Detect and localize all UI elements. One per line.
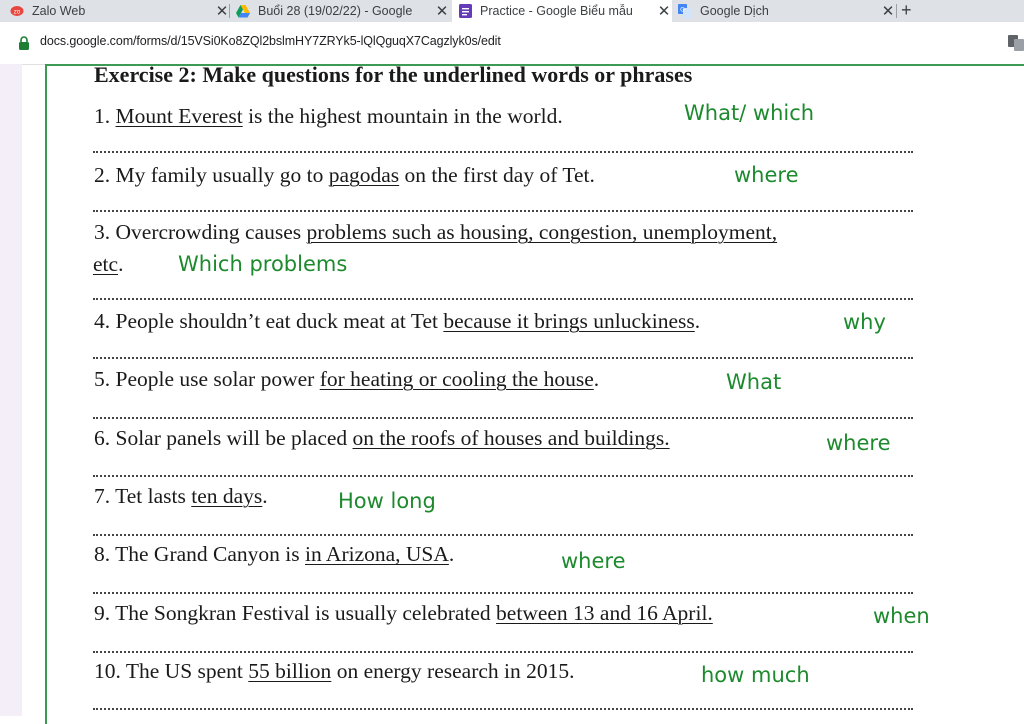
question-3: 3. Overcrowding causes problems such as housing, congestion, unemployment, xyxy=(94,220,778,244)
question-6: 6. Solar panels will be placed on the roofs of houses and buildings. xyxy=(94,426,670,450)
exercise-heading: Exercise 2: Make questions for the underlined words or phrases xyxy=(94,62,693,87)
answer-7: How long xyxy=(338,489,436,513)
answer-line xyxy=(93,534,913,536)
tab-title: Zalo Web xyxy=(32,4,86,18)
answer-3: Which problems xyxy=(178,252,348,276)
underlined-phrase: problems such as housing, congestion, unemployment, xyxy=(306,220,778,244)
answer-6: where xyxy=(826,431,891,455)
answer-line xyxy=(93,475,913,477)
question-8: 8. The Grand Canyon is in Arizona, USA. xyxy=(94,542,455,566)
question-10: 10. The US spent 55 billion on energy research in 2015. xyxy=(94,659,575,683)
underlined-phrase: on the roofs of houses and buildings. xyxy=(352,426,670,450)
question-7: 7. Tet lasts ten days. xyxy=(94,484,268,508)
close-icon[interactable]: ✕ xyxy=(657,3,671,20)
new-tab-button[interactable]: + xyxy=(901,0,912,20)
answer-4: why xyxy=(843,310,886,334)
tab-title: Practice - Google Biểu mẫu xyxy=(480,4,633,18)
underlined-phrase: because it brings unluckiness xyxy=(443,309,695,333)
underlined-phrase: for heating or cooling the house xyxy=(319,367,594,391)
close-icon[interactable]: ✕ xyxy=(215,3,229,20)
answer-5: What xyxy=(726,370,782,394)
svg-text:zo: zo xyxy=(13,8,21,16)
question-4: 4. People shouldn’t eat duck meat at Tet because it brings unluckiness. xyxy=(94,309,701,333)
answer-line xyxy=(93,210,913,212)
answer-2: where xyxy=(734,163,799,187)
answer-line xyxy=(93,592,913,594)
answer-9: when xyxy=(873,604,930,628)
underlined-phrase: between 13 and 16 April. xyxy=(496,601,713,625)
answer-line xyxy=(93,298,913,300)
close-icon[interactable]: ✕ xyxy=(881,3,895,20)
tab-title: Buổi 28 (19/02/22) - Google xyxy=(258,4,413,18)
underlined-phrase: Mount Everest xyxy=(115,104,243,128)
question-3-continued: etc. xyxy=(93,252,124,276)
question-1: 1. Mount Everest is the highest mountain in the world. xyxy=(94,104,563,128)
question-9: 9. The Songkran Festival is usually celebrated between 13 and 16 April. xyxy=(94,601,713,625)
answer-1: What/ which xyxy=(684,101,815,125)
answer-10: how much xyxy=(701,663,810,687)
tab-title: Google Dịch xyxy=(700,4,769,18)
question-5: 5. People use solar power for heating or cooling the house. xyxy=(94,367,600,391)
answer-line xyxy=(93,417,913,419)
underlined-phrase: pagodas xyxy=(328,163,400,187)
answer-line xyxy=(93,151,913,153)
svg-text:G: G xyxy=(680,6,685,14)
answer-line xyxy=(93,357,913,359)
answer-line xyxy=(93,651,913,653)
answer-8: where xyxy=(561,549,626,573)
underlined-phrase: ten days xyxy=(191,484,263,508)
underlined-phrase: in Arizona, USA xyxy=(305,542,449,566)
underlined-phrase: etc xyxy=(93,252,119,276)
answer-line xyxy=(93,708,913,710)
question-2: 2. My family usually go to pagodas on the first day of Tet. xyxy=(94,163,595,187)
url-text[interactable]: docs.google.com/forms/d/15VSi0Ko8ZQl2bslmHY7ZRYk5-lQlQguqX7Cagzlyk0s/edit xyxy=(40,34,501,48)
underlined-phrase: 55 billion xyxy=(248,659,332,683)
close-icon[interactable]: ✕ xyxy=(435,3,449,20)
